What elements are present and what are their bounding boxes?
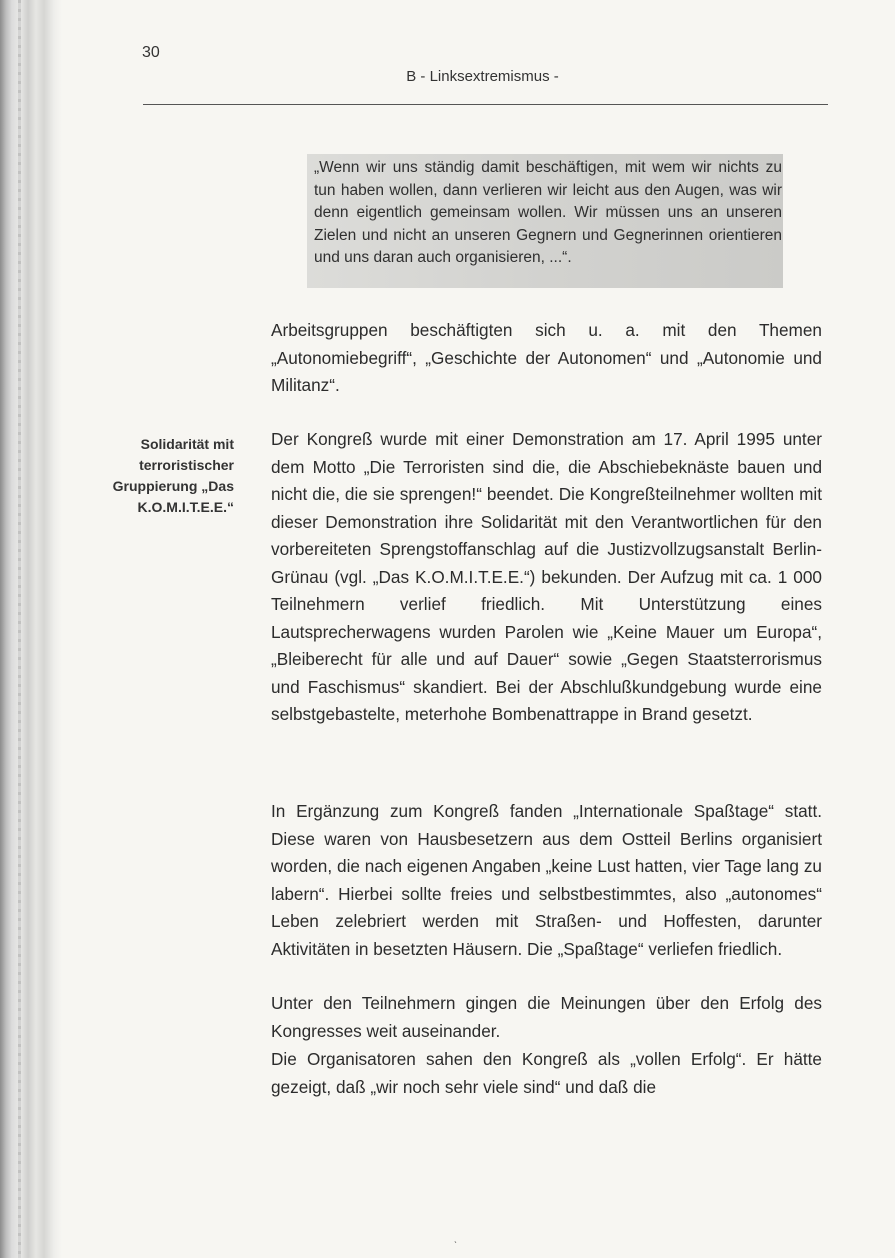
book-binding-edge xyxy=(0,0,62,1258)
body-paragraph-3: In Ergänzung zum Kongreß fanden „Internationale Spaßtage“ statt. Diese waren von Hausbesetzern aus dem Ostteil Berlins organisiert worden, die nach eigenen Angaben „keine Lust hatten, vier Tage lang zu labern“. Hierbei sollte freies und selbstbestimmtes, also „autonomes“ Leben zelebriert werden mit Straßen- und Hoffesten, darunter Aktivitäten in besetzten Häusern. Die „Spaßtage“ verliefen friedlich. xyxy=(271,801,822,959)
margin-note: Solidarität mit terroristischer Gruppierung „Das K.O.M.I.T.E.E.“ xyxy=(112,436,234,515)
body-paragraph-5: Die Organisatoren sahen den Kongreß als „vollen Erfolg“. Er hätte gezeigt, daß „wir noch sehr viele sind“ und daß die xyxy=(271,1049,822,1097)
body-paragraph-1: Arbeitsgruppen beschäftigten sich u. a. mit den Themen „Autonomiebegriff“, „Geschichte der Autonomen“ und „Autonomie und Militanz“. xyxy=(271,320,822,395)
body-paragraph-2: Der Kongreß wurde mit einer Demonstration am 17. April 1995 unter dem Motto „Die Terroristen sind die, die Abschiebeknäste bauen und nicht die, die sie sprengen!“ beendet. Die Kongreßteilnehmer wollten mit dieser Demonstration ihre Solidarität mit den Verantwortlichen für den vorbereiteten Sprengstoffanschlag auf die Justizvollzugsanstalt Berlin-Grünau (vgl. „Das K.O.M.I.T.E.E.“) bekunden. Der Aufzug mit ca. 1 000 Teilnehmern verlief friedlich. Mit Unterstützung eines Lautsprecherwagens wurden Parolen wie „Keine Mauer um Europa“, „Bleiberecht für alle und auf Dauer“ sowie „Gegen Staatsterrorismus und Faschismus“ skandiert. Bei der Abschlußkundgebung wurde eine selbstgebastelte, meterhohe Bombenattrappe in Brand gesetzt. xyxy=(271,429,822,724)
body-paragraph-4: Unter den Teilnehmern gingen die Meinungen über den Erfolg des Kongresses weit auseinander. xyxy=(271,993,822,1041)
page-number: 30 xyxy=(142,44,160,61)
block-quote: „Wenn wir uns ständig damit beschäftigen, mit wem wir nichts zu tun haben wollen, dann verlieren wir leicht aus den Augen, was wir denn eigentlich gemeinsam wollen. Wir müssen uns an unseren Zielen und nicht an unseren Gegnern und Gegnerinnen orientieren und uns daran auch organisieren, ...“. xyxy=(314,159,782,266)
header-divider xyxy=(143,104,828,105)
running-header: B - Linksextremismus - xyxy=(406,68,559,85)
footer-mark: ˎ xyxy=(454,1233,458,1244)
